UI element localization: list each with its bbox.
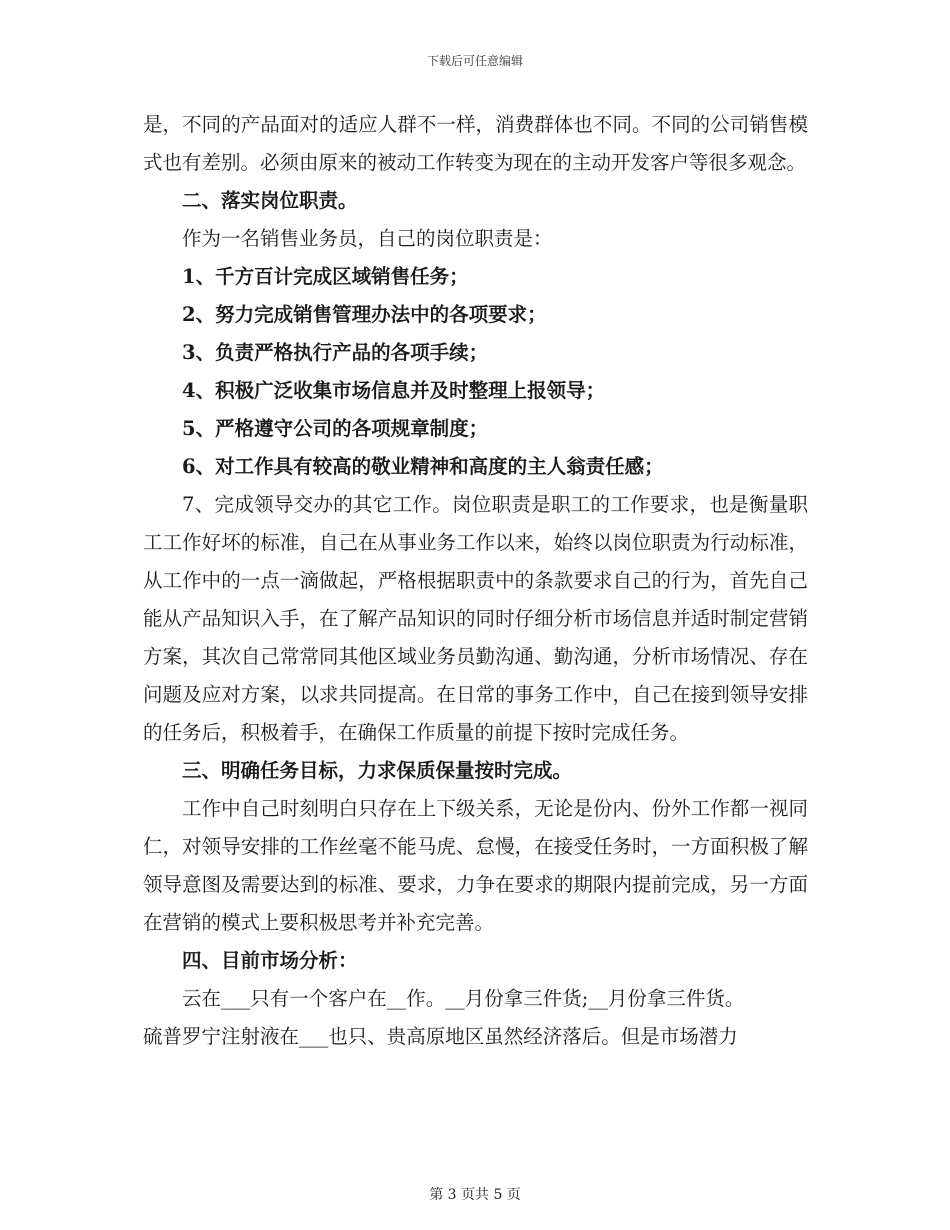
duties-intro: 作为一名销售业务员，自己的岗位职责是：	[182, 227, 553, 250]
duty-item-2: 2、努力完成销售管理办法中的各项要求；	[182, 303, 547, 326]
duty-item-4: 4、积极广泛收集市场信息并及时整理上报领导；	[182, 379, 606, 402]
paragraph-1: 是，不同的产品面对的适应人群不一样，消费群体也不同。不同的公司销售模式也有差别。必须由原来的被动工作转变为现在的主动开发客户等很多观念。	[143, 113, 808, 174]
duty-item-1: 1、千方百计完成区域销售任务；	[182, 265, 469, 288]
document-body	[143, 106, 808, 1056]
section-heading-2: 二、落实岗位职责。	[182, 189, 358, 212]
paragraph-9-line-1: 云在___只有一个客户在__作。__月份拿三件货;__月份拿三件货。	[182, 987, 745, 1010]
section-heading-3: 三、明确任务目标，力求保质保量按时完成。	[182, 759, 573, 782]
page-header: 下载后可任意编辑	[426, 54, 523, 68]
duty-item-3: 3、负责严格执行产品的各项手续；	[182, 341, 489, 364]
paragraph-9-line-2: 硫普罗宁注射液在___也只、贵高原地区虽然经济落后。但是市场潜力	[143, 1025, 738, 1048]
paragraph-7: 7、完成领导交办的其它工作。岗位职责是职工的工作要求，也是衡量职工工作好坏的标准，自己在从事业务工作以来，始终以岗位职责为行动标准，从工作中的一点一滴做起，严格根据职责中的条款要求自己的行为，首先自己能从产品知识入手，在了解产品知识的同时仔细分析市场信息并适时制定营销方案，其次自己常常同其他区域业务员勤沟通、勤沟通，分析市场情况、存在问题及应对方案，以求共同提高。在日常的事务工作中，自己在接到领导安排的任务后，积极着手，在确保工作质量的前提下按时完成任务。	[143, 493, 808, 744]
paragraph-8: 工作中自己时刻明白只存在上下级关系，无论是份内、份外工作都一视同仁，对领导安排的工作丝毫不能马虎、怠慢，在接受任务时，一方面积极了解领导意图及需要达到的标准、要求，力争在要求的期限内提前完成，另一方面在营销的模式上要积极思考并补充完善。	[143, 797, 808, 934]
duty-item-6: 6、对工作具有较高的敬业精神和高度的主人翁责任感；	[182, 455, 664, 478]
page-footer: 第 3 页共 5 页	[429, 1187, 521, 1203]
section-heading-4: 四、目前市场分析：	[182, 949, 358, 972]
duty-item-5: 5、严格遵守公司的各项规章制度；	[182, 417, 489, 440]
